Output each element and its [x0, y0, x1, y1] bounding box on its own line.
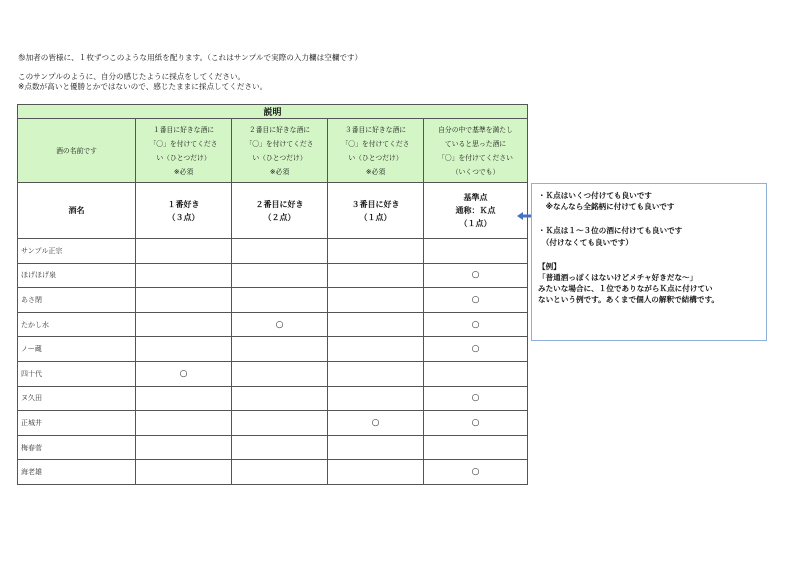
- table-row: [18, 411, 528, 436]
- table-row: [18, 435, 528, 460]
- mark-cell: ○: [424, 288, 528, 313]
- header-first: １番好き （３点）: [136, 183, 232, 239]
- mark-cell: [136, 386, 232, 411]
- note-line-5: 【例】: [538, 261, 561, 271]
- sake-name-cell: 海老雄: [18, 460, 136, 485]
- mark-cell: [328, 312, 424, 337]
- desc-name: 酒の名前です: [18, 119, 136, 183]
- desc-k-point: 自分の中で基準を満たし ていると思った酒に 「〇」を付けてください （いくつでも）: [424, 119, 528, 183]
- header-third: ３番目に好き （１点）: [328, 183, 424, 239]
- mark-cell: [136, 435, 232, 460]
- description-row: [18, 119, 528, 183]
- mark-cell: [136, 263, 232, 288]
- sheet-title: 説明: [18, 105, 528, 119]
- mark-cell: [328, 460, 424, 485]
- mark-cell: ○: [424, 263, 528, 288]
- mark-cell: ○: [328, 411, 424, 436]
- sake-name-cell: ほげほげ泉: [18, 263, 136, 288]
- table-row: [18, 361, 528, 386]
- table-row: [18, 337, 528, 362]
- table-row: [18, 386, 528, 411]
- mark-cell: ○: [424, 411, 528, 436]
- mark-cell: [328, 361, 424, 386]
- mark-cell: ○: [424, 337, 528, 362]
- desc-third: ３番目に好きな酒に 「〇」を付けてくださ い（ひとつだけ） ※必須: [328, 119, 424, 183]
- sake-name-cell: あさ閉: [18, 288, 136, 313]
- mark-cell: [232, 361, 328, 386]
- mark-cell: [232, 239, 328, 264]
- mark-cell: ○: [424, 312, 528, 337]
- sake-name-cell: 四十代: [18, 361, 136, 386]
- note-line-8: ないという例です。あくまで個人の解釈で結構です。: [538, 295, 720, 305]
- table-row: [18, 288, 528, 313]
- mark-cell: [328, 337, 424, 362]
- header-name: 酒名: [18, 183, 136, 239]
- mark-cell: [136, 312, 232, 337]
- mark-cell: [232, 386, 328, 411]
- mark-cell: [328, 435, 424, 460]
- mark-cell: ○: [136, 361, 232, 386]
- sake-name-cell: 正城井: [18, 411, 136, 436]
- mark-cell: ○: [424, 460, 528, 485]
- note-line-2: ※なんなら全銘柄に付けても良いです: [538, 202, 675, 212]
- desc-first: １番目に好きな酒に 「〇」を付けてくださ い（ひとつだけ） ※必須: [136, 119, 232, 183]
- sake-name-cell: サンプル正宗: [18, 239, 136, 264]
- mark-cell: [424, 435, 528, 460]
- header-second: ２番目に好き （２点）: [232, 183, 328, 239]
- note-line-1: ・Ｋ点はいくつ付けても良いです: [538, 191, 652, 200]
- intro-line-2: このサンプルのように、自分の感じたように採点をしてください。: [18, 72, 246, 81]
- mark-cell: [232, 460, 328, 485]
- note-line-4: （付けなくても良いです）: [538, 237, 633, 247]
- mark-cell: [136, 337, 232, 362]
- header-k-point: 基準点 通称：Ｋ点 （１点）: [424, 183, 528, 239]
- mark-cell: ○: [424, 386, 528, 411]
- mark-cell: [424, 239, 528, 264]
- mark-cell: [232, 435, 328, 460]
- mark-cell: [328, 386, 424, 411]
- sake-name-cell: たかし水: [18, 312, 136, 337]
- mark-cell: [424, 361, 528, 386]
- mark-cell: [136, 288, 232, 313]
- header-row: [18, 183, 528, 239]
- note-line-7: みたいな場合に、１位でありながらＫ点に付けてい: [538, 284, 713, 294]
- table-row: [18, 239, 528, 264]
- table-row: [18, 460, 528, 485]
- desc-second: ２番目に好きな酒に 「〇」を付けてくださ い（ひとつだけ） ※必須: [232, 119, 328, 183]
- sake-name-cell: ノー蔵: [18, 337, 136, 362]
- intro-line-3: ※点数が高いと優勝とかではないので、感じたままに採点してください。: [18, 82, 268, 91]
- mark-cell: [232, 288, 328, 313]
- mark-cell: [136, 239, 232, 264]
- sake-name-cell: ヌ久田: [18, 386, 136, 411]
- mark-cell: [136, 411, 232, 436]
- mark-cell: [328, 263, 424, 288]
- mark-cell: [232, 337, 328, 362]
- mark-cell: [232, 411, 328, 436]
- scoring-sheet: [17, 104, 528, 485]
- mark-cell: [232, 263, 328, 288]
- table-row: [18, 263, 528, 288]
- mark-cell: [136, 460, 232, 485]
- table-row: [18, 312, 528, 337]
- sake-name-cell: 梅春菅: [18, 435, 136, 460]
- note-line-6: 「普通酒っぽくはないけどメチャ好きだな～」: [538, 273, 698, 283]
- mark-cell: [328, 288, 424, 313]
- mark-cell: ○: [232, 312, 328, 337]
- note-box: [531, 183, 767, 341]
- mark-cell: [328, 239, 424, 264]
- note-line-3: ・Ｋ点は１～３位の酒に付けても良いです: [538, 226, 683, 236]
- intro-line-1: 参加者の皆様に、１枚ずつこのような用紙を配ります。（これはサンプルで実際の入力欄は空欄です）: [18, 53, 363, 62]
